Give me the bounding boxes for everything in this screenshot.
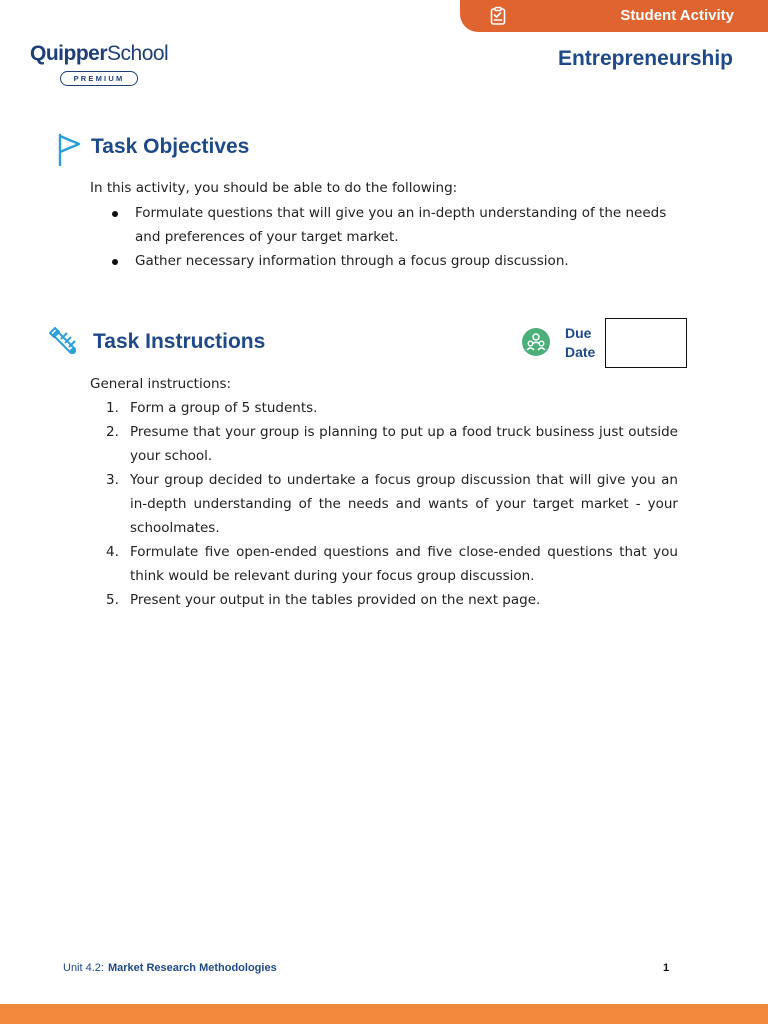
step-text: Presume that your group is planning to put up a food truck business just outside your school. — [130, 424, 678, 464]
objectives-intro: In this activity, you should be able to do the following: — [90, 180, 458, 196]
page-number: 1 — [663, 962, 670, 974]
premium-badge: PREMIUM — [60, 71, 138, 86]
tools-icon — [47, 325, 81, 359]
list-item — [90, 201, 678, 249]
footer-unit — [63, 962, 277, 974]
quipper-school-logo — [30, 42, 175, 90]
logo-brand-regular: School — [107, 42, 169, 65]
objectives-list — [90, 201, 678, 273]
clipboard-check-icon — [488, 6, 508, 26]
step-number: 1. — [106, 400, 119, 416]
flag-icon — [56, 133, 84, 167]
step-number: 4. — [106, 544, 119, 560]
subject-title: Entrepreneurship — [557, 47, 733, 70]
list-item — [90, 540, 678, 588]
logo-wordmark — [30, 42, 168, 66]
due-label-line-2: Date — [565, 344, 596, 360]
instructions-title: Task Instructions — [93, 330, 266, 353]
objective-text: Gather necessary information through a focus group discussion. — [135, 253, 569, 269]
bullet-dot — [112, 259, 118, 265]
unit-number: Unit 4.2: — [63, 962, 104, 974]
step-number: 2. — [106, 424, 119, 440]
footer-bar — [0, 1004, 768, 1024]
list-item — [90, 468, 678, 540]
unit-title: Market Research Methodologies — [107, 962, 277, 974]
logo-brand-bold: Quipper — [30, 42, 108, 65]
group-icon — [522, 328, 550, 356]
student-activity-tab — [460, 0, 768, 32]
step-number: 3. — [106, 472, 119, 488]
general-instructions-label: General instructions: — [90, 376, 232, 392]
step-text: Your group decided to undertake a focus group discussion that will give you an in-depth understanding of the needs and wants of your target market - your schoolmates. — [130, 472, 678, 536]
list-item — [90, 249, 678, 273]
due-date-field[interactable] — [605, 318, 687, 368]
step-number: 5. — [106, 592, 119, 608]
due-date-label — [565, 324, 595, 362]
list-item — [90, 396, 678, 420]
objective-text: Formulate questions that will give you an in-depth understanding of the needs and preferences of your target market. — [135, 205, 667, 245]
bullet-dot — [112, 211, 118, 217]
objectives-title: Task Objectives — [91, 135, 250, 158]
step-text: Form a group of 5 students. — [130, 400, 318, 416]
due-label-line-1: Due — [565, 325, 592, 341]
step-text: Formulate five open-ended questions and five close-ended questions that you think would be relevant during your focus group discussion. — [130, 544, 678, 584]
tab-label: Student Activity — [620, 7, 734, 24]
instructions-steps — [90, 396, 678, 612]
step-text: Present your output in the tables provided on the next page. — [130, 592, 541, 608]
list-item — [90, 420, 678, 468]
list-item — [90, 588, 678, 612]
